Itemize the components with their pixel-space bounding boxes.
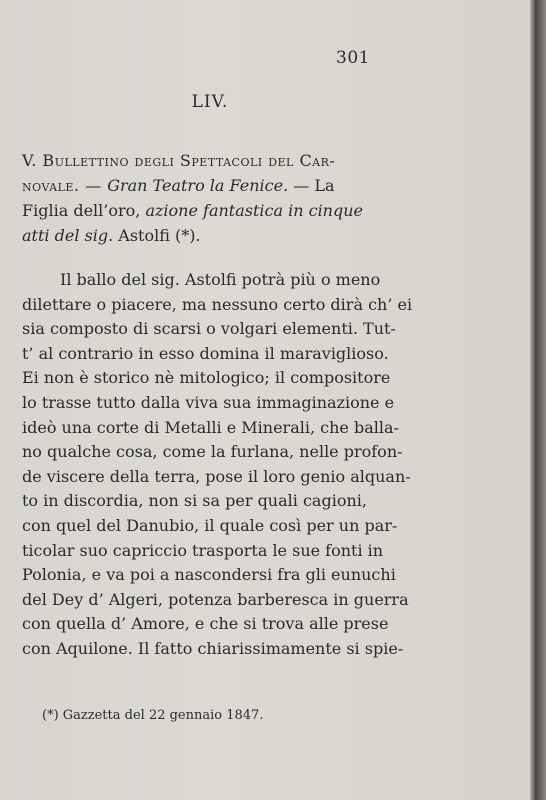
body-line: Polonia, e va poi a nascondersi fra gli eunuchi	[22, 565, 396, 585]
heading-line-3	[22, 198, 390, 223]
body-line: con quella d’ Amore, e che si trova alle prese	[22, 614, 389, 634]
body-line: Il ballo del sig. Astolfi potrà più o meno	[60, 270, 381, 289]
body-line: to in discordia, non si sa per quali cagioni,	[22, 491, 367, 511]
heading-line-2	[22, 173, 390, 198]
body-line: Ei non è storico nè mitologico; il compositore	[22, 368, 391, 388]
body-line: no qualche cosa, come la furlana, nelle profon-	[22, 442, 403, 462]
heading-line-1: V. Bullettino degli Spettacoli del Car-	[22, 151, 336, 170]
body-line: sia composto di scarsi o volgari elementi. Tut-	[22, 319, 396, 339]
body-paragraph	[22, 268, 413, 662]
footnote: (*) Gazzetta del 22 gennaio 1847.	[42, 708, 264, 723]
heading-line-4	[22, 223, 390, 248]
body-line: ideò una corte di Metalli e Minerali, che balla-	[22, 417, 399, 437]
body-line: de viscere della terra, pose il loro genio alquan-	[22, 466, 411, 486]
page-number: 301	[336, 48, 370, 68]
body-line: con quel del Danubio, il quale così per un par-	[22, 515, 398, 535]
heading-line-2-b: Gran Teatro la Fenice.	[107, 176, 289, 195]
heading-line-4-a: atti del sig.	[22, 226, 114, 245]
body-line: ticolar suo capriccio trasporta le sue fonti in	[22, 540, 384, 560]
body-line: del Dey d’ Algeri, potenza barberesca in guerra	[22, 589, 409, 609]
heading-line-2-a: novale. —	[22, 176, 108, 195]
body-line: dilettare o piacere, ma nessuno certo dirà ch’ ei	[22, 294, 413, 314]
article-heading	[22, 148, 390, 248]
heading-line-3-b: azione fantastica in cinque	[145, 201, 363, 220]
page-edge	[530, 0, 546, 800]
chapter-heading: LIV.	[191, 92, 229, 112]
body-line: lo trasse tutto dalla viva sua immaginazione e	[22, 392, 395, 412]
body-line: con Aquilone. Il fatto chiarissimamente si spie-	[22, 638, 404, 658]
body-line: t’ al contrario in esso domina il maraviglioso.	[22, 343, 389, 363]
heading-line-2-c: — La	[288, 176, 335, 195]
heading-line-4-b: Astolfi (*).	[113, 226, 201, 245]
heading-line-3-a: Figlia dell’oro,	[22, 201, 146, 220]
